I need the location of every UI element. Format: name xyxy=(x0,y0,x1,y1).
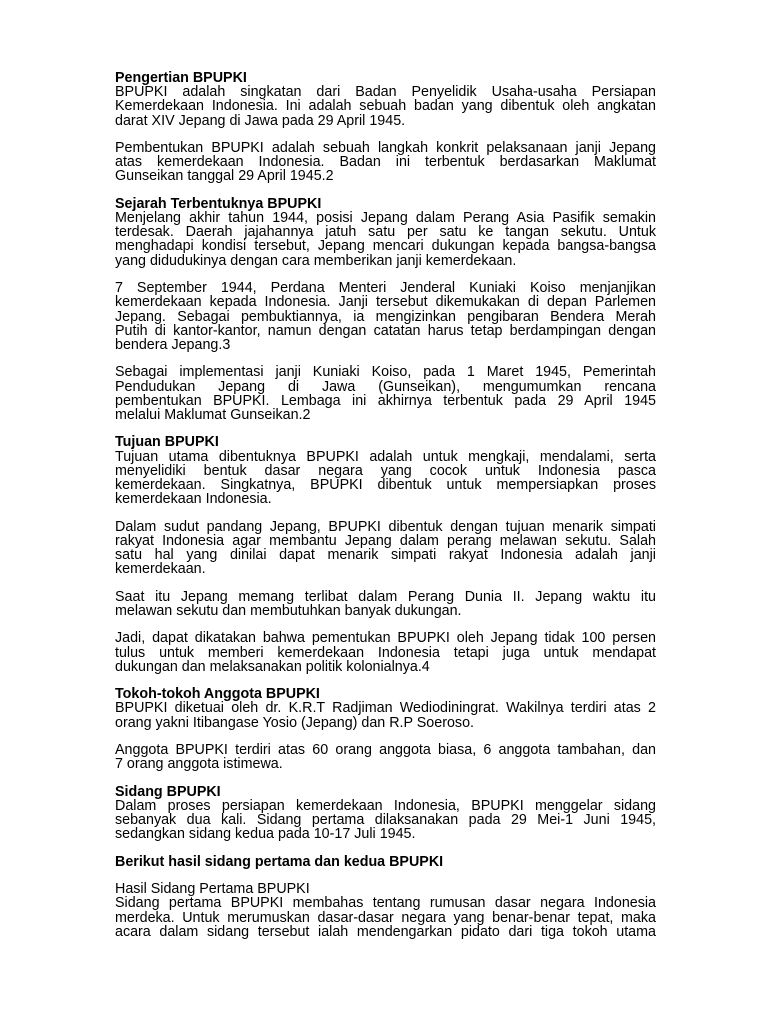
paragraph-line: Jepang. Sebagai pembuktiannya, ia mengizinkan pengibaran Bendera Merah xyxy=(115,308,656,325)
paragraph-line: acara dalam sidang tersebut ialah mendengarkan pidato dari tiga tokoh utama xyxy=(115,923,656,940)
paragraph-line: pembentukan BPUPKI. Lembaga ini akhirnya terbentuk pada 29 April 1945 xyxy=(115,392,656,409)
paragraph xyxy=(115,590,656,618)
section-sejarah-bpupki xyxy=(115,197,656,422)
paragraph-line: Dalam proses persiapan kemerdekaan Indonesia, BPUPKI menggelar sidang xyxy=(115,797,656,814)
paragraph-line: Anggota BPUPKI terdiri atas 60 orang anggota biasa, 6 anggota tambahan, dan xyxy=(115,742,656,759)
paragraph-line: Pembentukan BPUPKI adalah sebuah langkah konkrit pelaksanaan janji Jepang xyxy=(115,140,656,157)
paragraph-line: BPUPKI adalah singkatan dari Badan Penyelidik Usaha-usaha Persiapan xyxy=(115,84,656,101)
paragraph-line: Pendudukan Jepang di Jawa (Gunseikan), mengumumkan rencana xyxy=(115,378,656,395)
section-heading: Berikut hasil sidang pertama dan kedua BPUPKI xyxy=(115,853,444,870)
paragraph-line: terdesak. Daerah jajahannya jatuh satu per satu ke tangan sekutu. Untuk xyxy=(115,224,656,241)
paragraph-line: dukungan dan melaksanakan politik kolonialnya.4 xyxy=(115,658,430,675)
paragraph-line: Putih di kantor-kantor, namun dengan catatan harus tetap berdampingan dengan xyxy=(115,322,656,339)
paragraph-line: menyelidiki bentuk dasar negara yang cocok untuk Indonesia pasca xyxy=(115,462,656,479)
paragraph-line: orang yakni Itibangase Yosio (Jepang) dan R.P Soeroso. xyxy=(115,714,474,731)
paragraph-line: tulus untuk memberi kemerdekaan Indonesia tetapi juga untuk mendapat xyxy=(115,644,656,661)
paragraph-line: BPUPKI diketuai oleh dr. K.R.T Radjiman Wediodiningrat. Wakilnya terdiri atas 2 xyxy=(115,700,656,717)
paragraph xyxy=(115,365,656,422)
paragraph xyxy=(115,520,656,577)
paragraph-line: kemerdekaan kepada Indonesia. Janji tersebut dikemukakan di depan Parlemen xyxy=(115,294,656,311)
paragraph-line: kemerdekaan. Singkatnya, BPUPKI dibentuk untuk mempersiapkan proses xyxy=(115,476,656,493)
paragraph-line: yang didudukinya dengan cara memberikan janji kemerdekaan. xyxy=(115,252,517,269)
paragraph-line: melalui Maklumat Gunseikan.2 xyxy=(115,406,311,423)
section-hasil-sidang-pertama xyxy=(115,882,656,939)
document-body xyxy=(115,71,656,939)
paragraph-line: sedangkan sidang kedua pada 10-17 Juli 1945. xyxy=(115,826,416,843)
paragraph-line: kemerdekaan. xyxy=(115,561,206,578)
paragraph xyxy=(115,450,656,507)
section-heading: Tokoh-tokoh Anggota BPUPKI xyxy=(115,686,320,703)
section-tujuan-bpupki xyxy=(115,435,656,674)
section-sidang-bpupki xyxy=(115,785,656,842)
paragraph xyxy=(115,701,656,729)
paragraph-line: 7 orang anggota istimewa. xyxy=(115,756,283,773)
paragraph xyxy=(115,631,656,674)
paragraph xyxy=(115,799,656,842)
paragraph xyxy=(115,141,656,184)
paragraph-line: 7 September 1944, Perdana Menteri Jenderal Kuniaki Koiso menjanjikan xyxy=(115,280,656,297)
paragraph-line: Tujuan utama dibentuknya BPUPKI adalah untuk mengkaji, mendalami, serta xyxy=(115,448,656,465)
paragraph-line: Sidang pertama BPUPKI membahas tentang rumusan dasar negara Indonesia xyxy=(115,895,656,912)
paragraph xyxy=(115,281,656,352)
paragraph xyxy=(115,211,656,268)
subsection-heading: Hasil Sidang Pertama BPUPKI xyxy=(115,881,310,898)
paragraph-line: merdeka. Untuk merumuskan dasar-dasar negara yang benar-benar tepat, maka xyxy=(115,909,656,926)
paragraph xyxy=(115,743,656,771)
paragraph-line: Jadi, dapat dikatakan bahwa pementukan BPUPKI oleh Jepang tidak 100 persen xyxy=(115,630,656,647)
paragraph-line: menghadapi kondisi tersebut, Jepang mencari dukungan kepada bangsa-bangsa xyxy=(115,238,656,255)
paragraph-line: Menjelang akhir tahun 1944, posisi Jepang dalam Perang Asia Pasifik semakin xyxy=(115,210,656,227)
section-heading: Pengertian BPUPKI xyxy=(115,70,247,86)
section-pengertian-bpupki xyxy=(115,71,656,184)
paragraph-line: Dalam sudut pandang Jepang, BPUPKI dibentuk dengan tujuan menarik simpati xyxy=(115,518,656,535)
paragraph-line: darat XIV Jepang di Jawa pada 29 April 1945. xyxy=(115,112,406,129)
section-heading: Sejarah Terbentuknya BPUPKI xyxy=(115,195,322,212)
paragraph-line: Kemerdekaan Indonesia. Ini adalah sebuah badan yang dibentuk oleh angkatan xyxy=(115,98,656,115)
paragraph-line: Gunseikan tanggal 29 April 1945.2 xyxy=(115,168,334,185)
paragraph-line: Saat itu Jepang memang terlibat dalam Perang Dunia II. Jepang waktu itu xyxy=(115,588,656,605)
paragraph-line: rakyat Indonesia agar membantu Jepang dalam perang melawan sekutu. Salah xyxy=(115,532,656,549)
paragraph-line: atas kemerdekaan Indonesia. Badan ini terbentuk berdasarkan Maklumat xyxy=(115,154,656,171)
paragraph xyxy=(115,896,656,939)
paragraph-line: kemerdekaan Indonesia. xyxy=(115,491,272,508)
paragraph-line: melawan sekutu dan membutuhkan banyak dukungan. xyxy=(115,602,462,619)
section-tokoh-anggota-bpupki xyxy=(115,687,656,771)
section-hasil-sidang-intro xyxy=(115,855,656,869)
paragraph-line: bendera Jepang.3 xyxy=(115,336,231,353)
paragraph-line: Sebagai implementasi janji Kuniaki Koiso, pada 1 Maret 1945, Pemerintah xyxy=(115,364,656,381)
section-heading: Sidang BPUPKI xyxy=(115,783,221,800)
paragraph xyxy=(115,85,656,128)
paragraph-line: sebanyak dua kali. Sidang pertama dilaksanakan pada 29 Mei-1 Juni 1945, xyxy=(115,812,656,829)
paragraph-line: satu hal yang dinilai dapat menarik simpati rakyat Indonesia adalah janji xyxy=(115,547,656,564)
section-heading: Tujuan BPUPKI xyxy=(115,434,219,451)
